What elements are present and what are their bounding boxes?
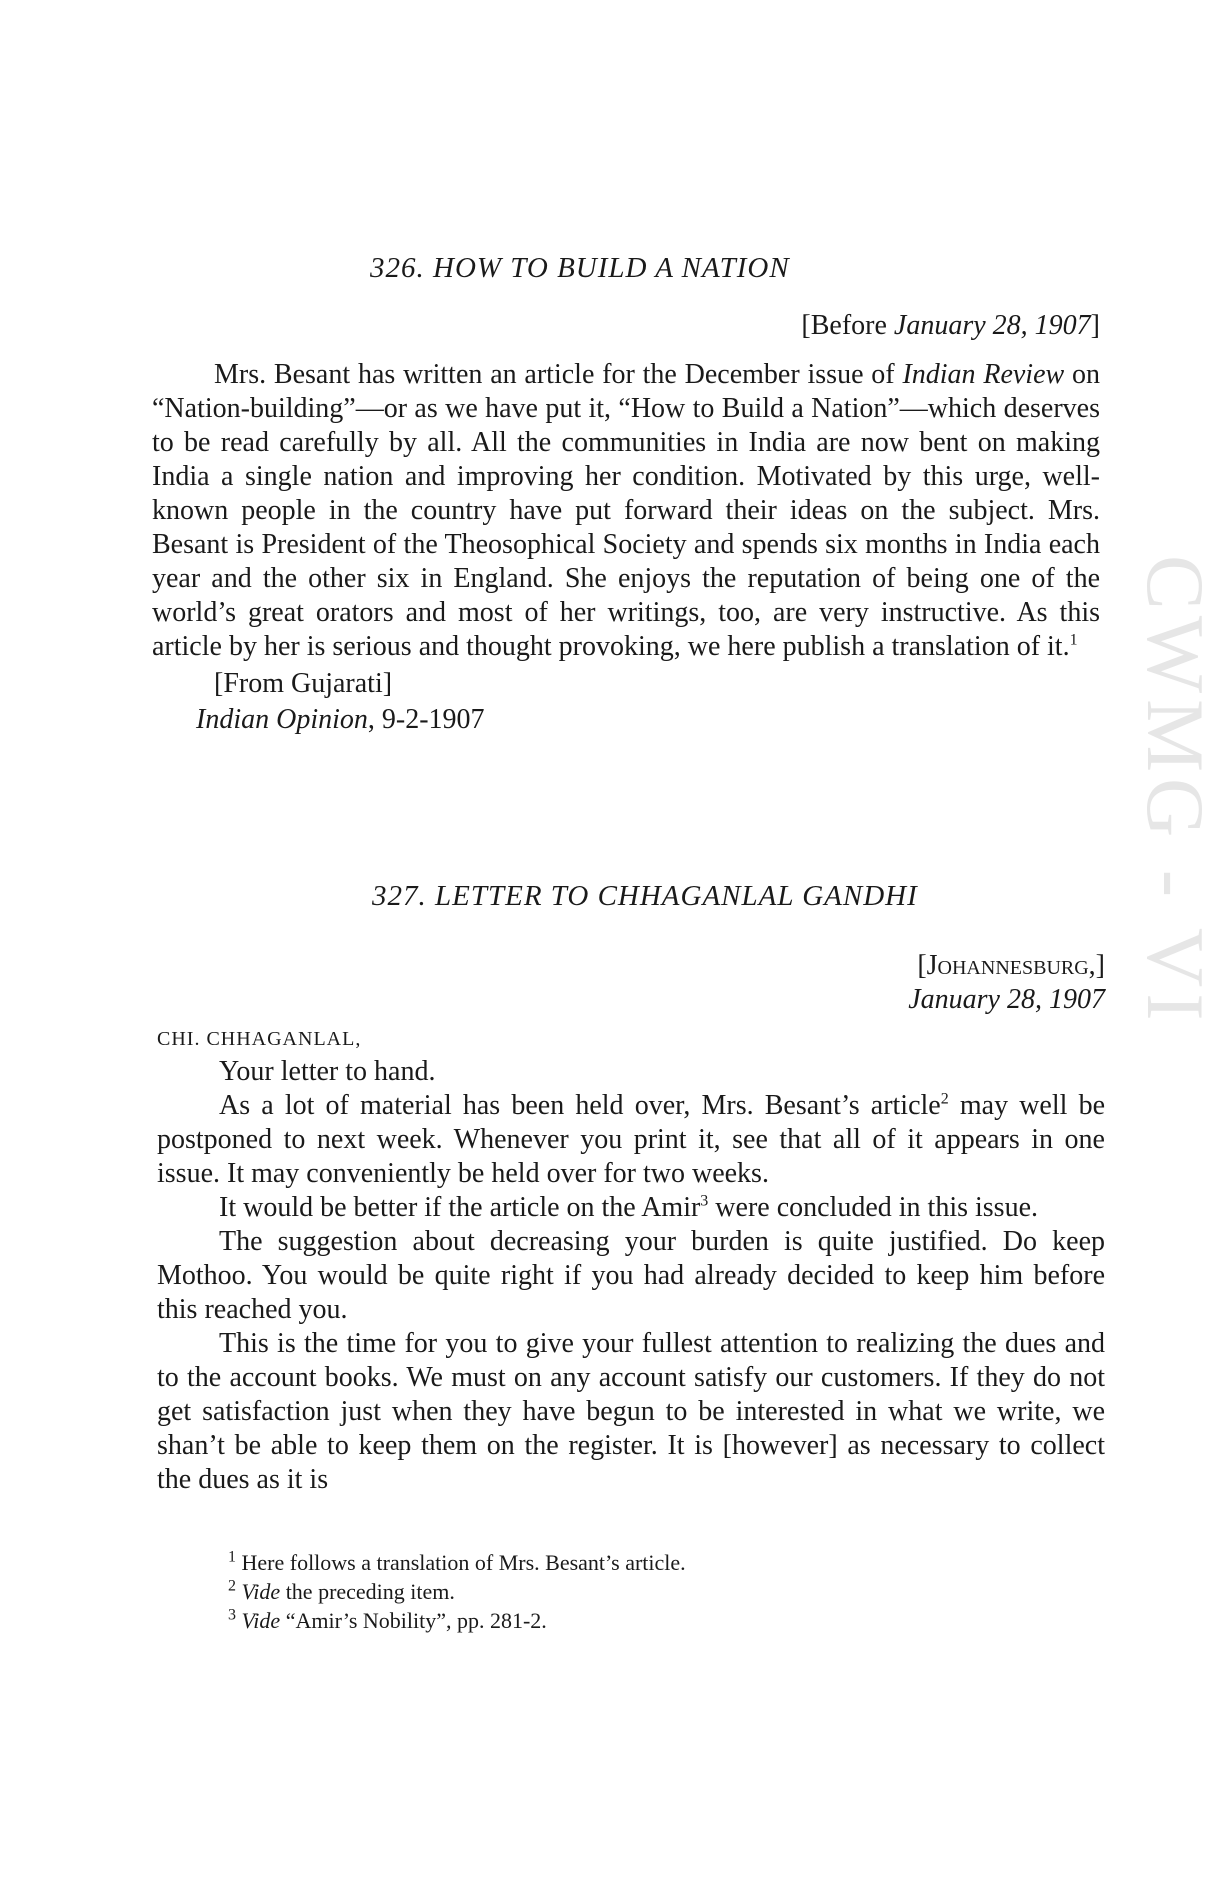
dateline-text: [Before January 28, 1907] [801,310,1100,341]
footnote [228,1548,1098,1577]
watermark-graphic [1100,555,1221,1355]
footnote-ref: 1 [1069,631,1078,649]
text-run: were concluded in this issue. [708,1192,1038,1223]
footnote [228,1577,1098,1606]
text-run: on “Nation-building”—or as we have put it, “How to Build a Nation”—which deserves to be read carefully by all. All the communities in India are now bent on making India a single nation and improving her condition. Motivated by this urge, well-known people in the country have put forward their ideas on the subject. Mrs. Besant is President of the Theosophical Society and spends six months in India each year and the other six in England. She enjoys the reputation of being one of the world’s great orators and most of her writings, too, are very instructive. As this article by her is serious and thought provoking, we here publish a translation of it. [152,359,1101,662]
letter-paragraph [157,1191,1105,1225]
footnote-text: the preceding item. [280,1579,455,1604]
footnote-number: 1 [228,1548,236,1566]
footnote-text: Vide [241,1579,281,1604]
letter-place: [Johannesburg,] [917,950,1105,981]
letter-date: January 28, 1907 [908,984,1105,1015]
source-citation: Indian Opinion, 9-2-1907 [196,704,485,735]
article-body [152,358,1100,738]
source-language: [From Gujarati] [214,668,393,699]
footnote-ref: 3 [700,1192,709,1210]
section-title: 326. HOW TO BUILD A NATION [370,252,790,284]
footnote-number: 2 [228,1577,236,1595]
svg-text:CWMG - VI: CWMG - VI [1130,555,1221,1027]
salutation: CHI. CHHAGANLAL, [157,1028,362,1050]
text-run: Mrs. Besant has written an article for the December issue of [214,359,903,390]
letter-paragraph [157,1089,1105,1191]
dateline [152,310,1100,350]
letter-paragraph [157,1327,1105,1497]
footnote-text: Vide [241,1608,281,1633]
section-title: 327. LETTER TO CHHAGANLAL GANDHI [372,880,918,912]
footnotes [228,1548,1098,1635]
text-run: The suggestion about decreasing your burden is quite justified. Do keep Mothoo. You would be quite right if you had already decided to keep him before this reached you. [157,1226,1105,1325]
letter-paragraph [157,1055,1105,1089]
footnote-text: Here follows a translation of Mrs. Besant’s article. [241,1550,686,1575]
text-run: may well be postponed to next week. Whenever you print it, see that all of it appears in one issue. It may conveniently be held over for two weeks. [157,1090,1105,1189]
footnote-text: “Amir’s Nobility”, pp. 281-2. [280,1608,547,1633]
footnote-ref: 2 [940,1090,949,1108]
text-run: This is the time for you to give your fullest attention to realizing the dues and to the account books. We must on any account satisfy our customers. If they do not get satisfaction just when they have begun to be interested in what we write, we shan’t be able to keep them on the register. It is [however] as necessary to collect the dues as it is [157,1328,1105,1495]
text-run: Indian Review [902,359,1065,390]
footnote [228,1606,1098,1635]
letter-body [157,1028,1105,1497]
text-run: It would be better if the article on the Amir [219,1192,701,1223]
letter-paragraphs [157,1055,1105,1497]
footnote-number: 3 [228,1606,236,1624]
article-paragraph [152,358,1100,664]
text-run: As a lot of material has been held over, Mrs. Besant’s article [219,1090,941,1121]
text-run: Your letter to hand. [219,1056,436,1087]
letter-heading [157,950,1105,1030]
watermark [1100,555,1221,1355]
letter-paragraph [157,1225,1105,1327]
